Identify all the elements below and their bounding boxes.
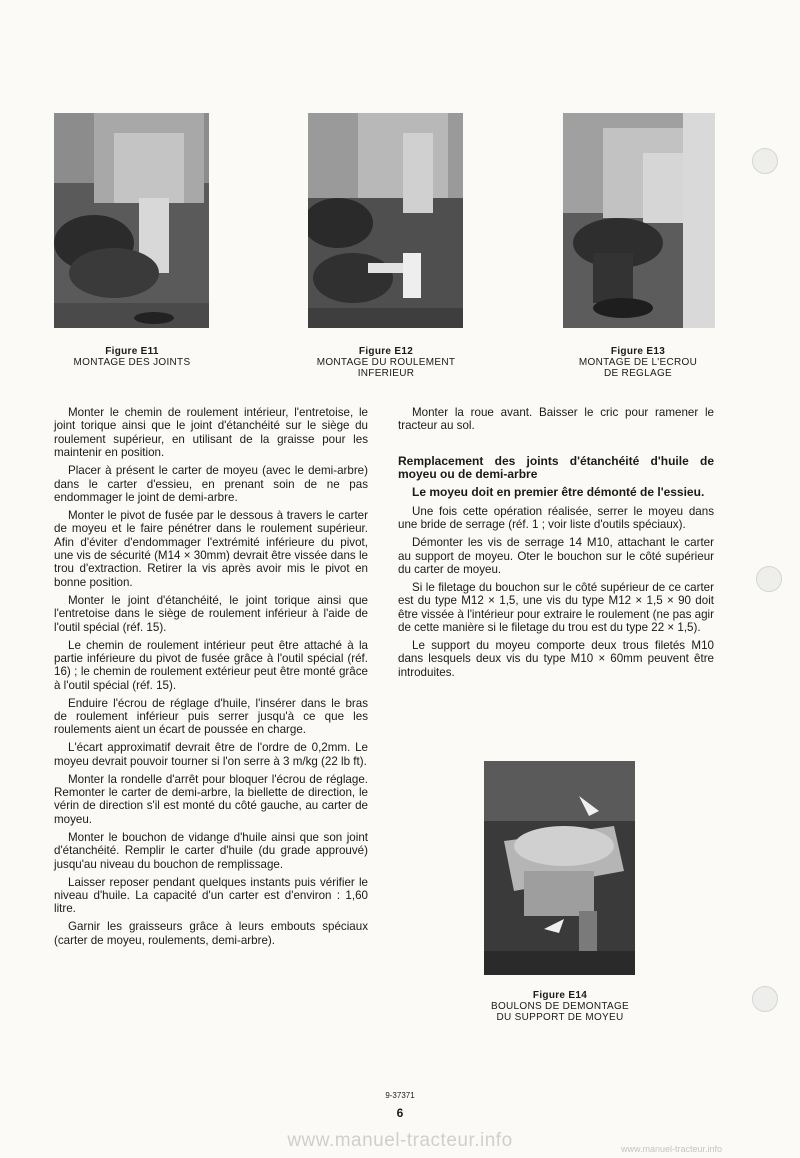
punch-hole-bottom [752, 986, 778, 1012]
watermark: www.manuel-tracteur.info [287, 1130, 513, 1151]
page-number: 6 [396, 1106, 404, 1120]
figure-e11-caption [40, 346, 224, 368]
figure-number: Figure E13 [610, 346, 666, 357]
paragraph: Monter la rondelle d'arrêt pour bloquer l'écrou de réglage. Remonter le carter de demi-arbre, la biellette de direction, le vérin de direction s'il est monté du côté gauche, au carter de moyeu. [54, 772, 368, 826]
paragraph: Si le filetage du bouchon sur le côté supérieur de ce carter est du type M12 × 1,5, une vis du type M12 × 1,5 × 90 doit être vissée à l'intérieur pour extraire le roulement (ne pas agir de cette manière si le filetage du trou est du type 22 × 1,5). [398, 580, 714, 635]
figure-number: Figure E14 [532, 990, 588, 1001]
paragraph: Enduire l'écrou de réglage d'huile, l'insérer dans le bras de roulement inférieur puis serrer jusqu'à ce que les roulements aient un écart de poussée en charge. [54, 696, 368, 737]
paragraph: Garnir les graisseurs grâce à leurs embouts spéciaux (carter de moyeu, roulements, demi-arbre). [54, 920, 368, 947]
figure-title: MONTAGE DE L'ECROU DE REGLAGE [578, 357, 698, 379]
paragraph: Laisser reposer pendant quelques instants puis vérifier le niveau d'huile. La capacité d'un carter est d'environ : 1,60 litre. [54, 875, 368, 916]
figure-title: BOULONS DE DEMONTAGE DU SUPPORT DE MOYEU [490, 1001, 630, 1023]
paragraph: Monter le pivot de fusée par le dessous à travers le carter de moyeu et le faire pénétrer dans le roulement supérieur. Afin d'éviter d'endommager l'extrémité inférieure du pivot, une vis de sécurité (M14 × 30mm) devrait être vissée dans le trou d'extraction. Retirer la vis après avoir mis le pivot en bonne position. [54, 508, 368, 589]
figure-e12-photo [308, 113, 463, 328]
watermark-small: www.manuel-tracteur.info [620, 1144, 722, 1154]
paragraph: Monter le chemin de roulement intérieur, l'entretoise, le joint torique ainsi que le joint d'étanchéité sur le siège du roulement supérieur, en utilisant de la graisse pour les maintenir en position. [54, 406, 368, 460]
figure-title: MONTAGE DES JOINTS [73, 357, 191, 368]
paragraph: Une fois cette opération réalisée, serrer le moyeu dans une bride de serrage (réf. 1 ; voir liste d'outils spéciaux). [398, 504, 714, 532]
figure-number: Figure E12 [358, 346, 414, 357]
figure-e13-photo [563, 113, 715, 328]
section-heading: Remplacement des joints d'étanchéité d'huile de moyeu ou de demi-arbre [398, 454, 714, 482]
paragraph: Monter le bouchon de vidange d'huile ainsi que son joint d'étanchéité. Remplir le carter d'huile (du grade approuvé) jusqu'au niveau du bouchon de remplissage. [54, 830, 368, 871]
paragraph: Le chemin de roulement intérieur peut être attaché à la partie inférieure du pivot de fusée grâce à l'outil spécial (réf. 16) ; le chemin de roulement extérieur peut être monté grâce à l'outil spécial (réf. 15). [54, 638, 368, 692]
section-subheading: Le moyeu doit en premier être démonté de l'essieu. [412, 485, 705, 500]
figure-e13-caption [546, 346, 730, 379]
figure-e14-photo [484, 761, 635, 975]
figure-e14-caption [468, 990, 652, 1023]
document-code: 9-37371 [385, 1091, 415, 1100]
figure-e11-photo [54, 113, 209, 328]
right-column [398, 406, 714, 684]
figure-number: Figure E11 [105, 346, 159, 357]
paragraph-intro: Monter la roue avant. Baisser le cric pour ramener le tracteur au sol. [398, 406, 714, 433]
left-column [54, 406, 368, 952]
figure-title: MONTAGE DU ROULEMENT INFERIEUR [316, 357, 456, 379]
punch-hole-top [752, 148, 778, 174]
punch-hole-middle [756, 566, 782, 592]
figure-e12-caption [294, 346, 478, 379]
paragraph: Monter le joint d'étanchéité, le joint torique ainsi que l'entretoise dans le siège de roulement inférieur à l'aide de l'outil spécial (réf. 15). [54, 593, 368, 634]
paragraph: Placer à présent le carter de moyeu (avec le demi-arbre) dans le carter d'essieu, en prenant soin de ne pas endommager le joint de demi-arbre. [54, 464, 368, 504]
paragraph: Le support du moyeu comporte deux trous filetés M10 dans lesquels deux vis du type M10 × 60mm peuvent être introduites. [398, 639, 714, 679]
paragraph: L'écart approximatif devrait être de l'ordre de 0,2mm. Le moyeu devrait pouvoir tourner si l'on serre à 3 m/kg (22 lb ft). [54, 741, 368, 768]
paragraph: Démonter les vis de serrage 14 M10, attachant le carter au support de moyeu. Oter le bouchon sur le côté supérieur du carter de moyeu. [398, 536, 714, 577]
